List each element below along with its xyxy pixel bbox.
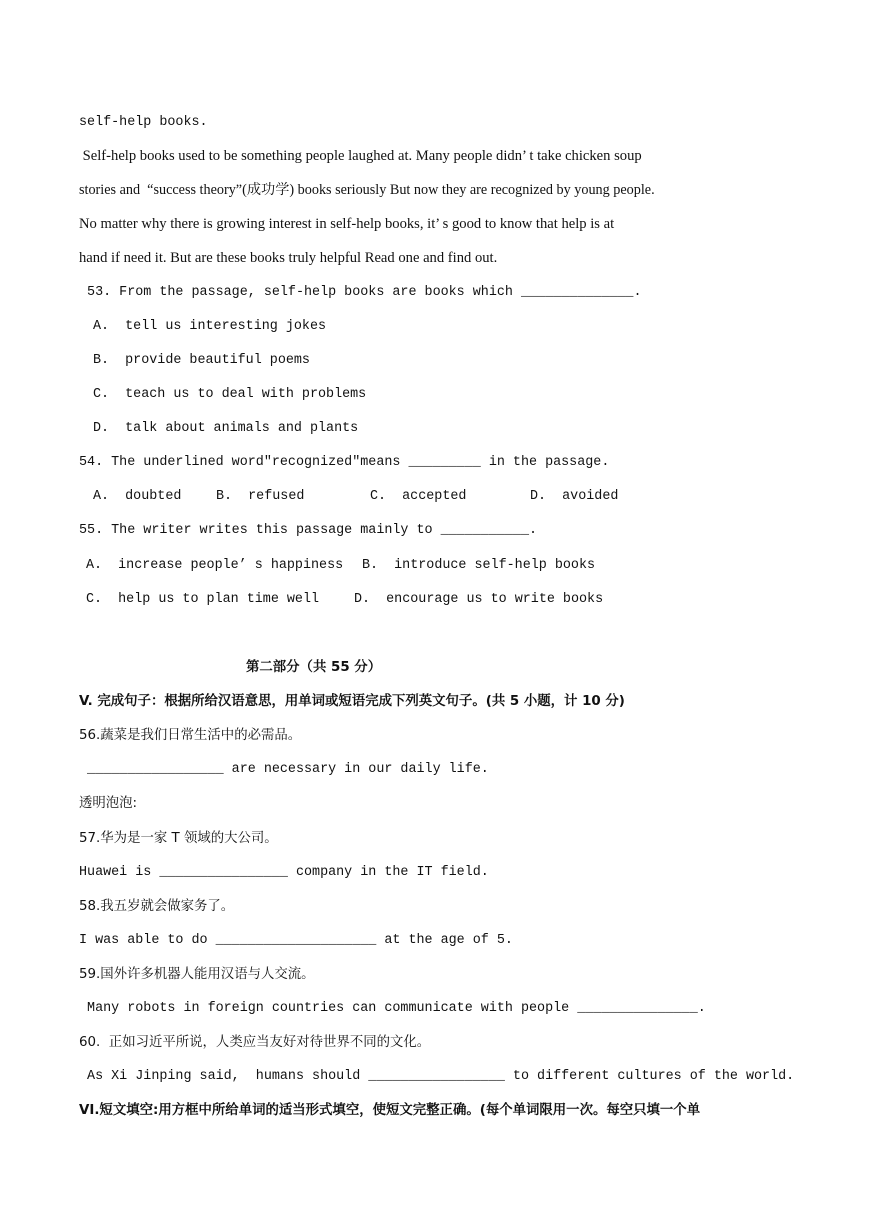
question-54-option-d: D. avoided <box>530 489 619 504</box>
passage-line-5: hand if need it. But are these books truly helpful Read one and find out. <box>79 250 498 266</box>
question-55-stem: 55. The writer writes this passage mainly to ___________. <box>79 523 538 538</box>
question-54-option-b: B. refused <box>216 489 305 504</box>
question-53-stem: 53. From the passage, self-help books are books which ______________. <box>79 285 642 300</box>
part-two-heading: 第二部分（共 55 分） <box>246 660 382 675</box>
section-six-title: VI.短文填空:用方框中所给单词的适当形式填空，使短文完整正确。(每个单词限用一次。每空只填一个单 <box>79 1103 701 1118</box>
item-60-english: As Xi Jinping said, humans should _________________ to different cultures of the world. <box>79 1069 795 1084</box>
passage-line-2: Self-help books used to be something people laughed at. Many people didn’ t take chicken soup <box>79 148 642 164</box>
item-58-english: I was able to do ____________________ at the age of 5. <box>79 933 513 948</box>
question-55-option-b: B. introduce self-help books <box>362 558 596 573</box>
question-54-stem: 54. The underlined word"recognized"means _________ in the passage. <box>79 455 610 470</box>
passage-line-4: No matter why there is growing interest in self-help books, it’ s good to know that help is at <box>79 216 615 232</box>
item-59-chinese: 59.国外许多机器人能用汉语与人交流。 <box>79 967 315 982</box>
question-54-option-c: C. accepted <box>370 489 467 504</box>
question-54-option-a: A. doubted <box>93 489 182 504</box>
item-60-chinese: 60. 正如习近平所说，人类应当友好对待世界不同的文化。 <box>79 1035 431 1050</box>
item-57-english: Huawei is ________________ company in the IT field. <box>79 865 489 880</box>
item-56-english: _________________ are necessary in our daily life. <box>79 762 489 777</box>
question-53-option-a: A. tell us interesting jokes <box>93 319 327 334</box>
question-55-option-d: D. encourage us to write books <box>354 592 604 607</box>
item-56-chinese: 56.蔬菜是我们日常生活中的必需品。 <box>79 728 302 743</box>
question-53-option-c: C. teach us to deal with problems <box>93 387 367 402</box>
passage-line-1: self-help books. <box>79 115 208 130</box>
question-53-option-d: D. talk about animals and plants <box>93 421 359 436</box>
item-57-chinese: 57.华为是一家 T 领域的大公司。 <box>79 831 278 846</box>
question-55-option-a: A. increase people’ s happiness <box>86 558 344 573</box>
passage-line-3: stories and “success theory”(成功学) books seriously But now they are recognized by young people. <box>79 182 655 198</box>
item-59-english: Many robots in foreign countries can communicate with people _______________. <box>79 1001 706 1016</box>
question-55-option-c: C. help us to plan time well <box>86 592 320 607</box>
section-five-title: V. 完成句子：根据所给汉语意思，用单词或短语完成下列英文句子。(共 5 小题，计 10 分) <box>79 694 625 709</box>
item-note-chinese: 透明泡泡: <box>79 796 138 811</box>
question-53-option-b: B. provide beautiful poems <box>93 353 310 368</box>
item-58-chinese: 58.我五岁就会做家务了。 <box>79 899 235 914</box>
